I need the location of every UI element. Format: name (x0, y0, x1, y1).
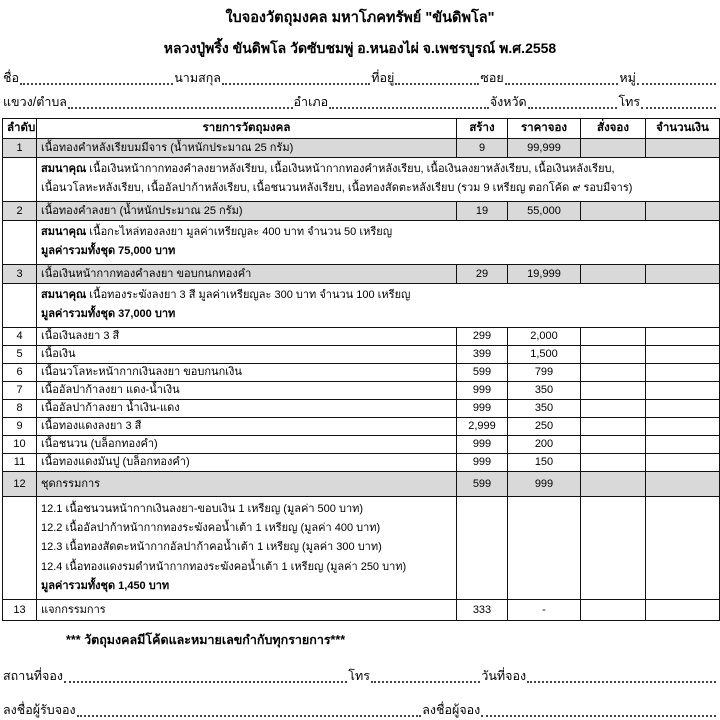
made-cell: 999 (457, 454, 508, 472)
table-row (3, 600, 720, 621)
row-no-cell: 3 (3, 265, 37, 284)
table-row (3, 202, 720, 221)
table-row (3, 382, 720, 400)
name-label: ชื่อ (3, 71, 19, 85)
amount-cell[interactable] (646, 418, 720, 436)
row-no-cell: 8 (3, 400, 37, 418)
bonus-text: เนื้อนวโลหะหลังเรียบ, เนื้ออัลปาก้าหลังเรียบ, เนื้อชนวนหลังเรียบ, เนื้อทองสัดตะหลังเรียบ (รวม 9 เหรียญ ตอกโค้ด ๙ รอบมีจาร) (41, 182, 633, 194)
row-no-cell: 6 (3, 364, 37, 382)
price-cell: 1,500 (508, 346, 581, 364)
row-item-cell: ชุดกรรมการ (37, 472, 457, 497)
row-no-cell: 9 (3, 418, 37, 436)
price-cell: 200 (508, 436, 581, 454)
made-cell: 999 (457, 436, 508, 454)
bonus-detail-cell (37, 284, 720, 328)
moo-field[interactable] (637, 75, 716, 85)
made-cell: 29 (457, 265, 508, 284)
set-item: 12.3 เนื้อทองสัดตะหน้ากากอัลปาก้าคอน้ำเต้า 1 เหรียญ (มูลค่า 300 บาท) (41, 541, 382, 554)
district-field[interactable] (329, 99, 489, 109)
address-field[interactable] (395, 75, 479, 85)
bonus-detail-cell (37, 158, 720, 202)
made-cell: 299 (457, 328, 508, 346)
page-title: ใบจองวัตถุมงคล มหาโภคทรัพย์ "ขันดิพโล" (225, 10, 495, 26)
committee-set-detail-row (3, 497, 720, 600)
table-row (3, 400, 720, 418)
header-item: รายการวัตถุมงคล (37, 119, 457, 139)
province-field[interactable] (528, 99, 618, 109)
price-cell: 2,000 (508, 328, 581, 346)
header-amount: จำนวนเงิน (646, 119, 720, 139)
price-cell: 250 (508, 418, 581, 436)
booking-place-label: สถานที่จอง (3, 669, 63, 684)
amount-cell[interactable] (646, 472, 720, 497)
booking-place-field[interactable] (64, 673, 347, 683)
order-cell[interactable] (581, 454, 646, 472)
orderer-signature-label: ลงชื่อผู้จอง (422, 703, 481, 718)
amount-cell[interactable] (646, 454, 720, 472)
amount-cell[interactable] (646, 400, 720, 418)
made-cell: 999 (457, 382, 508, 400)
row-item-cell: เนื้อทองคำลงยา (น้ำหนักประมาณ 25 กรัม) (37, 202, 457, 221)
price-cell: 19,999 (508, 265, 581, 284)
form-line-personal (3, 67, 717, 88)
row-no-cell (3, 497, 37, 600)
amount-cell[interactable] (646, 328, 720, 346)
row-no-cell: 1 (3, 139, 37, 158)
subdistrict-field[interactable] (68, 99, 293, 109)
bonus-text: สมนาคุณ เนื้อกะไหล่ทองลงยา มูลค่าเหรียญละ 400 บาท จำนวน 50 เหรียญ (41, 226, 393, 238)
price-cell: 350 (508, 400, 581, 418)
price-cell: 99,999 (508, 139, 581, 158)
booking-info-line (3, 665, 717, 686)
row-item-cell: เนื้อทองแดงมันปู (บล็อกทองคำ) (37, 454, 457, 472)
phone-label: โทร (618, 95, 641, 109)
soi-field[interactable] (505, 75, 619, 85)
row-no-cell: 4 (3, 328, 37, 346)
row-no-cell (3, 158, 37, 202)
row-item-cell: เนื้ออัลปาก้าลงยา น้ำเงิน-แดง (37, 400, 457, 418)
made-cell: 333 (457, 600, 508, 621)
row-no-cell: 13 (3, 600, 37, 621)
order-cell[interactable] (581, 265, 646, 284)
row-no-cell: 11 (3, 454, 37, 472)
row-item-cell: เนื้อนวโลหะหน้ากากเงินลงยา ขอบกนกเงิน (37, 364, 457, 382)
set-total: มูลค่ารวมทั้งชุด 1,450 บาท (41, 579, 170, 592)
amount-cell[interactable] (646, 265, 720, 284)
order-cell[interactable] (581, 600, 646, 621)
order-cell[interactable] (581, 472, 646, 497)
amount-cell[interactable] (646, 600, 720, 621)
made-cell: 599 (457, 472, 508, 497)
price-cell: 55,000 (508, 202, 581, 221)
header-no: ลำดับ (3, 119, 37, 139)
table-header-row (3, 119, 720, 139)
set-item: 12.1 เนื้อชนวนหน้ากากเงินลงยา-ขอบเงิน 1 เหรียญ (มูลค่า 500 บาท) (41, 503, 364, 515)
receiver-signature-label: ลงชื่อผู้รับจอง (3, 703, 76, 718)
order-cell[interactable] (581, 436, 646, 454)
amount-cell[interactable] (646, 346, 720, 364)
bonus-total: มูลค่ารวมทั้งชุด 37,000 บาท (41, 308, 176, 320)
page-subtitle: หลวงปู่พริ้ง ขันดิพโล วัดซับชมพู่ อ.หนองไผ่ จ.เพชรบูรณ์ พ.ศ.2558 (163, 40, 557, 56)
price-cell: 999 (508, 472, 581, 497)
booking-date-field[interactable] (527, 673, 716, 683)
table-row (3, 364, 720, 382)
set-item: 12.2 เนื้ออัลปาก้าหน้ากากทองระฆังคอน้ำเต้า 1 เหรียญ (มูลค่า 400 บาท) (41, 522, 381, 535)
amount-cell[interactable] (646, 382, 720, 400)
province-label: จังหวัด (489, 95, 527, 109)
order-cell[interactable] (581, 364, 646, 382)
booking-phone-field[interactable] (371, 673, 480, 683)
header-price: ราคาจอง (508, 119, 581, 139)
amount-cell[interactable] (646, 436, 720, 454)
bonus-text: สมนาคุณ เนื้อทองระฆังลงยา 3 สี มูลค่าเหรียญละ 300 บาท จำนวน 100 เหรียญ (41, 289, 411, 301)
name-field[interactable] (20, 75, 173, 85)
code-note: *** วัตถุมงคลมีโค้ดและหมายเลขกำกับทุกรายการ*** (66, 633, 346, 648)
amount-cell[interactable] (646, 364, 720, 382)
booking-phone-label: โทร (348, 669, 370, 684)
made-cell: 399 (457, 346, 508, 364)
row-item-cell: เนื้อเงิน (37, 346, 457, 364)
bonus-row (3, 284, 720, 328)
price-cell: 350 (508, 382, 581, 400)
row-item-cell: เนื้อทองแดงลงยา 3 สี (37, 418, 457, 436)
bonus-total: มูลค่ารวมทั้งชุด 75,000 บาท (41, 245, 176, 257)
booking-date-label: วันที่จอง (481, 669, 527, 684)
made-cell: 9 (457, 139, 508, 158)
row-no-cell: 12 (3, 472, 37, 497)
order-cell[interactable] (581, 400, 646, 418)
order-cell[interactable] (581, 328, 646, 346)
made-cell: 19 (457, 202, 508, 221)
moo-label: หมู่ (619, 71, 636, 85)
table-row (3, 265, 720, 284)
row-no-cell (3, 284, 37, 328)
price-cell: 799 (508, 364, 581, 382)
price-cell: - (508, 600, 581, 621)
row-item-cell: เนื้อทองคำหลังเรียบมมีจาร (น้ำหนักประมาณ 25 กรัม) (37, 139, 457, 158)
order-cell[interactable] (581, 418, 646, 436)
order-cell[interactable] (581, 202, 646, 221)
price-cell (508, 497, 581, 600)
address-label: ที่อยู่ (371, 71, 395, 85)
amount-cell[interactable] (646, 497, 720, 600)
made-cell: 2,999 (457, 418, 508, 436)
bonus-row (3, 221, 720, 265)
order-cell[interactable] (581, 346, 646, 364)
made-cell: 599 (457, 364, 508, 382)
bonus-row (3, 158, 720, 202)
phone-field[interactable] (641, 99, 716, 109)
table-row (3, 418, 720, 436)
soi-label: ซอย (480, 71, 504, 85)
table-row (3, 454, 720, 472)
row-item-cell: เนื้อเงินหน้ากากทองคำลงยา ขอบกนกทองคำ (37, 265, 457, 284)
surname-label: นามสกุล (174, 71, 221, 85)
set-item: 12.4 เนื้อทองแดงรมดำหน้ากากทองระฆังคอน้ำเต้า 1 เหรียญ (มูลค่า 250 บาท) (41, 560, 407, 573)
row-no-cell: 7 (3, 382, 37, 400)
order-cell[interactable] (581, 497, 646, 600)
header-order: สั่งจอง (581, 119, 646, 139)
amount-cell[interactable] (646, 139, 720, 158)
row-no-cell: 10 (3, 436, 37, 454)
header-made: สร้าง (457, 119, 508, 139)
table-row (3, 346, 720, 364)
row-item-cell: เนื้ออัลปาก้าลงยา แดง-น้ำเงิน (37, 382, 457, 400)
surname-field[interactable] (222, 75, 370, 85)
row-no-cell: 2 (3, 202, 37, 221)
bonus-detail-cell (37, 221, 720, 265)
committee-set-items-cell (37, 497, 457, 600)
amount-cell[interactable] (646, 202, 720, 221)
form-line-location (3, 91, 717, 112)
row-no-cell (3, 221, 37, 265)
made-cell: 999 (457, 400, 508, 418)
made-cell (457, 497, 508, 600)
table-row (3, 328, 720, 346)
district-label: อำเภอ (293, 95, 329, 109)
order-cell[interactable] (581, 382, 646, 400)
subdistrict-label: แขวง/ตำบล (3, 95, 67, 109)
order-cell[interactable] (581, 139, 646, 158)
row-item-cell: เนื้อเงินลงยา 3 สี (37, 328, 457, 346)
signature-line (3, 699, 717, 720)
table-row (3, 139, 720, 158)
bonus-text: สมนาคุณ เนื้อเงินหน้ากากทองคำลงยาหลังเรียบ, เนื้อเงินหน้ากากทองคำหลังเรียบ, เนื้อเงินลงยาหลังเรียบ, เนื้อเงินหลังเรียบ, (41, 163, 615, 175)
table-row (3, 436, 720, 454)
row-item-cell: แจกกรรมการ (37, 600, 457, 621)
table-row (3, 472, 720, 497)
receiver-signature-field[interactable] (77, 707, 422, 717)
row-no-cell: 5 (3, 346, 37, 364)
row-item-cell: เนื้อชนวน (บล็อกทองคำ) (37, 436, 457, 454)
orderer-signature-field[interactable] (481, 707, 716, 717)
price-cell: 150 (508, 454, 581, 472)
amulet-order-table (2, 118, 720, 621)
